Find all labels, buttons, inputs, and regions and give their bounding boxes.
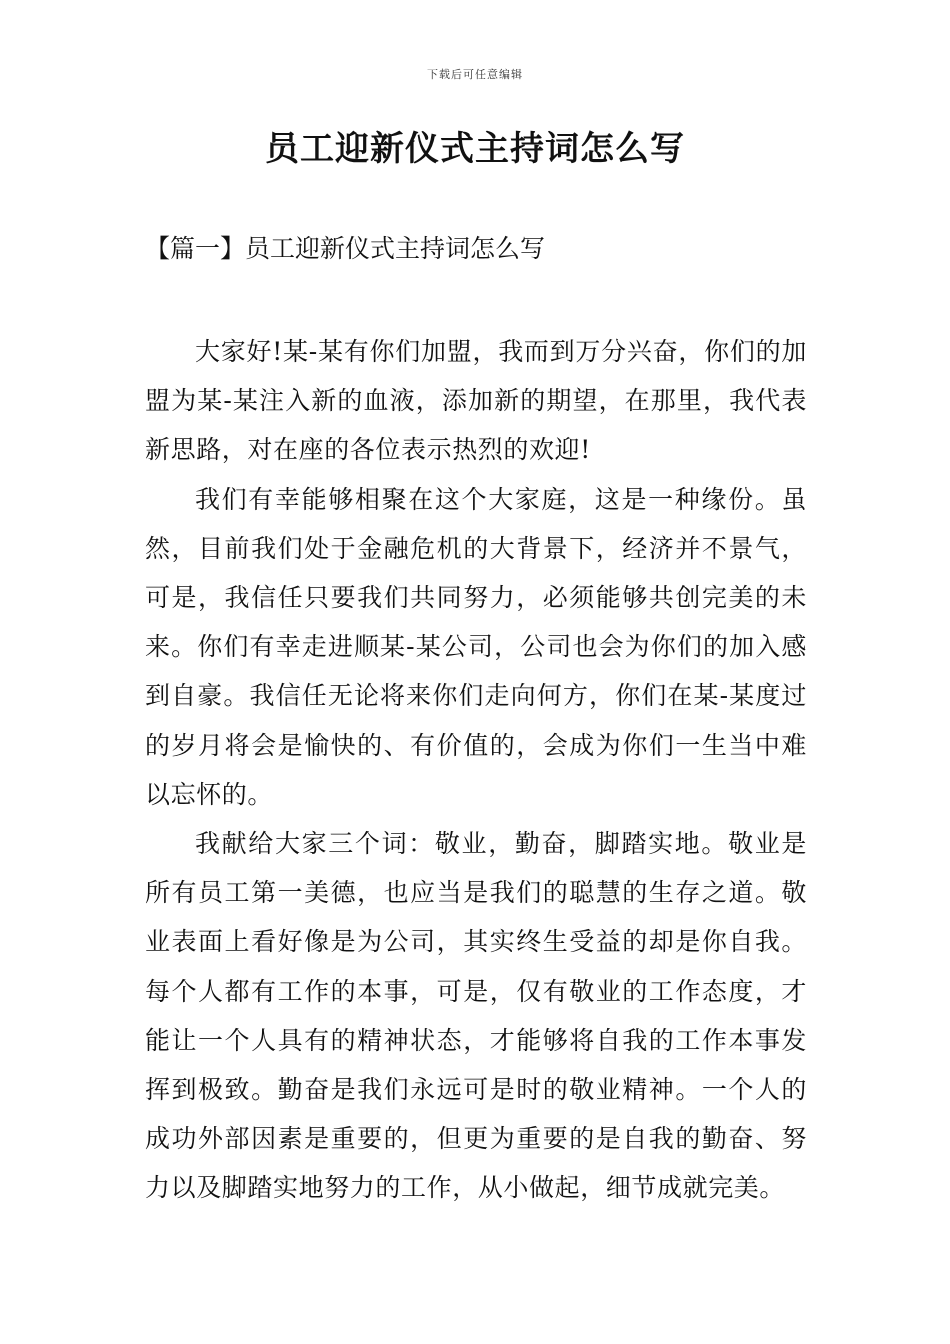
document-title: 员工迎新仪式主持词怎么写 xyxy=(265,129,685,169)
paragraph-2: 我们有幸能够相聚在这个大家庭，这是一种缘份。虽然，目前我们处于金融危机的大背景下，经济并不景气，可是，我信任只要我们共同努力，必须能够共创完美的未来。你们有幸走进顺某-某公司，公司也会为你们的加入感到自豪。我信任无论将来你们走向何方，你们在某-某度过的岁月将会是愉快的、有价值的，会成为你们一生当中难以忘怀的。 xyxy=(145,484,807,809)
document-body xyxy=(145,327,807,1213)
paragraph-1: 大家好!某-某有你们加盟，我而到万分兴奋，你们的加盟为某-某注入新的血液，添加新的期望，在那里，我代表新思路，对在座的各位表示热烈的欢迎! xyxy=(145,337,807,465)
header-note: 下载后可任意编辑 xyxy=(427,68,523,81)
paragraph-3: 我献给大家三个词：敬业，勤奋，脚踏实地。敬业是所有员工第一美德，也应当是我们的聪慧的生存之道。敬业表面上看好像是为公司，其实终生受益的却是你自我。每个人都有工作的本事，可是，仅有敬业的工作态度，才能让一个人具有的精神状态，才能够将自我的工作本事发挥到极致。勤奋是我们永远可是时的敬业精神。一个人的成功外部因素是重要的，但更为重要的是自我的勤奋、努力以及脚踏实地努力的工作，从小做起，细节成就完美。 xyxy=(145,829,807,1203)
section-heading: 【篇一】员工迎新仪式主持词怎么写 xyxy=(145,234,546,263)
